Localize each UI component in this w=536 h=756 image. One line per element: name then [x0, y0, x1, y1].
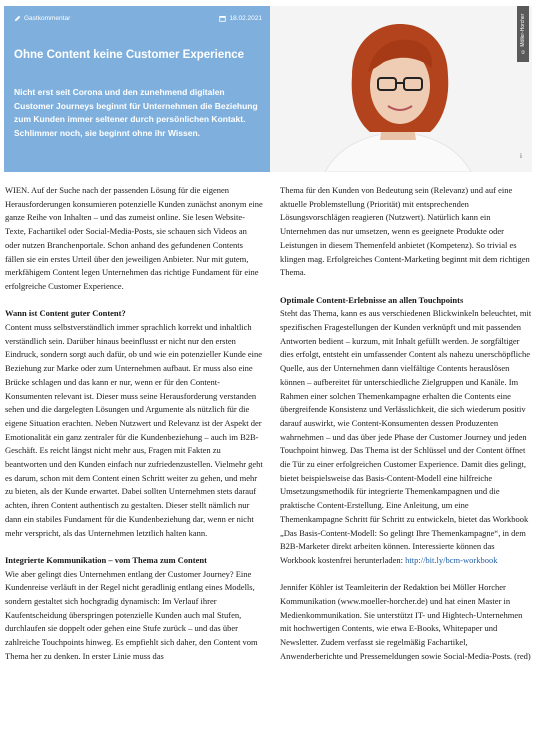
article-header-box	[4, 6, 270, 172]
meta-row	[14, 15, 262, 25]
workbook-link[interactable]: http://bit.ly/bcm-workbook	[405, 554, 498, 565]
photo-credit: © Möller-Horcher	[517, 6, 529, 62]
article-paragraph: WIEN. Auf der Suche nach der passenden Lösung für die eigenen Herausforderungen konsumieren potenzielle Kunden zunächst anonym eine ganze Reihe von Inhalten – und das zumeist online. Sie lesen Website-Texte, Fachartikel oder Social-Media-Posts, sie schauen sich Videos an oder nutzen Branchenportale. Schon anhand des gefundenen Contents fällen sie ein erstes Urteil über den jeweiligen Anbieter. Nur mit gutem, merkfähigem Content legen Unternehmen das richtige Fundament für eine erfolgreiche Customer Experience.	[5, 185, 263, 291]
date-text: 18.02.2021	[229, 15, 262, 22]
info-icon[interactable]: i	[520, 152, 522, 160]
article-paragraph: Content muss selbstverständlich immer sprachlich korrekt und inhaltlich verständlich sein. Darüber hinaus beeinflusst er nicht nur den ersten Eindruck, sondern sorgt auch dafür, ob und wie ein potenzieller Kunde eine Beziehung zur Marke oder zum Unternehmen aufbaut. Er muss also eine Brücke schlagen und das kann er nur, wenn er für den Content-Konsumenten relevant ist. Dieser muss seine Herausforderung verstanden sehen und die dargelegten Lösungen und Argumente als nützlich für die eigene Situation erachten. Neben Nutzwert und Relevanz ist der Aspekt der Emotionalität ein ganz zentraler für die Kundenbeziehung – auch im B2B-Geschäft. Es reicht längst nicht mehr aus, Fragen mit Fakten zu beantworten und den Kunden einfach nur zufriedenzustellen. Vielmehr geht es darum, schon mit dem Content einen Schritt weiter zu gehen, und mehr zu bieten, als der Kunde erwartet. Dabei sollten Unternehmen stets darauf achten, ihren Content authentisch zu gestalten. Dieser stellt nämlich nur dann ein stabiles Fundament für die Kundenbeziehung dar, wenn er nicht mehr verspricht, als das Unternehmen letztlich halten kann.	[5, 322, 263, 538]
section-heading: Optimale Content-Erlebnisse an allen Touchpoints	[280, 294, 464, 305]
paragraph-text: Steht das Thema, kann es aus verschiedenen Blickwinkeln beleuchtet, mit spezifischen Fragestellungen der Kunden verknüpft und mit passenden Antworten bedient – kurzum, mit Inhalt gefüllt werden. Je sorgfältiger dies erfolgt, entsteht ein umfassender Content als nahezu unerschöpfliche Quelle, aus der Unternehmen dann vielfältige Contents herauslösen können – aufbereitet für unterschiedliche Zielgruppen und Kanäle. Im Rahmen einer solchen Themenkampagne erhalten die Contents eine übergreifende Konsistenz und Verlässlichkeit, die sich wiederum positiv darauf auswirkt, wie Content-Konsumenten dessen Produzenten wahrnehmen – und das über jede Phase der Customer Journey und jeden Touchpoint hinweg. Das Thema ist der Schlüssel und der Content öffnet die Tür zu einer erfolgreichen Customer Experience. Damit dies gelingt, bietet beispielsweise das Basis-Content-Modell eine hilfreiche Umsetzungsmethodik für integrierte Themenkampagnen und die praktische Content-Erstellung. Eine Anleitung, um eine Themenkampagne Schritt für Schritt zu entwickeln, bietet das Workbook „Das Basis-Content-Modell: So gelingt Ihre Themenkampagne“, in dem B2B-Marketer direkt arbeiten können. Interessierte können das Workbook kostenfrei herunterladen:	[280, 308, 532, 565]
pen-icon	[14, 15, 21, 22]
article-column-left	[5, 184, 264, 677]
article-column-right	[280, 184, 532, 677]
article-lead: Nicht erst seit Corona und den zunehmend digitalen Customer Journeys beginnt für Unternehmen die Beziehung zum Kunden immer seltener durch persönlichen Kontakt. Schlimmer noch, sie beginnt ohne ihr Wissen.	[14, 87, 258, 139]
article-paragraph: Wie aber gelingt dies Unternehmen entlang der Customer Journey? Eine Kundenreise verläuft in der Regel nicht geradlinig entlang eines Modells, sondern gestaltet sich hochgradig dynamisch: Im Verlauf ihrer Kaufentscheidung überspringen potenzielle Kunden auch mal Stufen, durchlaufen sie doppelt oder gehen eine Stufe zurück – und das über zahlreiche Touchpoints hinweg. Es empfiehlt sich daher, den Content vom Thema her zu denken. In erster Linie muss das	[5, 568, 258, 661]
author-bio: Jennifer Köhler ist Teamleiterin der Redaktion bei Möller Horcher Kommunikation (www.moeller-horcher.de) und hat einen Master in Medienkommunikation. Sie unterstützt IT- und Hightech-Unternehmen mit hochwertigen Contents, wie etwa E-Books, Whitepaper und Newsletter. Zudem verfasst sie regelmäßig Fachartikel, Anwenderberichte und Pressemeldungen sowie Social-Media-Posts. (red)	[280, 582, 531, 661]
date-label	[219, 15, 262, 22]
article-paragraph: Thema für den Kunden von Bedeutung sein (Relevanz) und auf eine aktuelle Problemstellung (Priorität) mit entsprechenden Lösungsvorschlägen reagieren (Nutzwert). Natürlich kann ein Unternehmen das nur umsetzen, wenn es geeignete Produkte oder Leistungen in diesem Themenfeld anbietet (Kompetenz). So trivial es klingen mag. Erfolgreiches Content-Marketing beginnt mit dem richtigen Thema.	[280, 185, 530, 278]
category-text: Gastkommentar	[24, 15, 71, 22]
article-paragraph	[280, 307, 532, 567]
section-heading: Wann ist Content guter Content?	[5, 308, 126, 319]
section-heading: Integrierte Kommunikation – vom Thema zum Content	[5, 554, 207, 565]
author-portrait-image	[270, 6, 532, 172]
category-label[interactable]	[14, 15, 70, 22]
author-photo	[270, 6, 532, 172]
page-title: Ohne Content keine Customer Experience	[14, 49, 245, 61]
calendar-icon	[219, 15, 226, 22]
